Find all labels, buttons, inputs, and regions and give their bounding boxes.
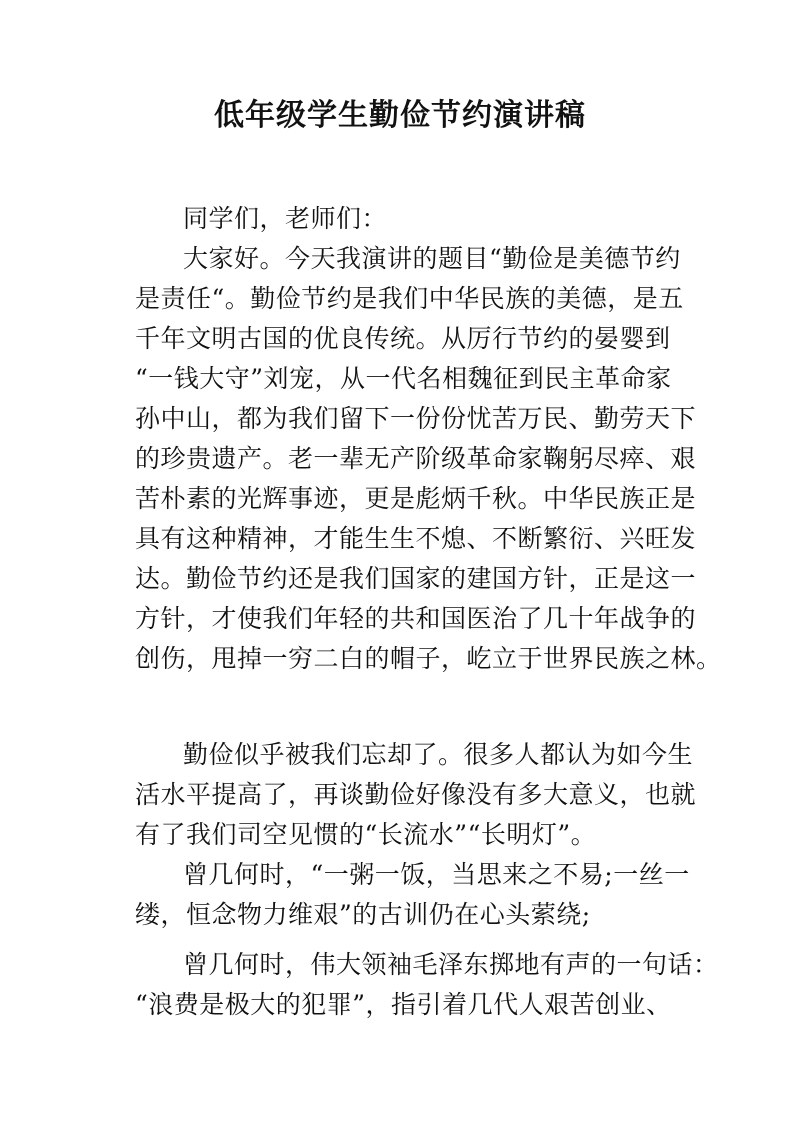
text-line: 孙中山，都为我们留下一份份忧苦万民、勤劳天下 — [135, 404, 697, 433]
text-line: 大家好。今天我演讲的题目“勤俭是美德节约 — [183, 244, 681, 273]
text-line: 创伤，甩掉一穷二白的帽子，屹立于世界民族之林。 — [135, 644, 722, 673]
text-line: 是责任“。勤俭节约是我们中华民族的美德，是五 — [135, 284, 684, 313]
text-line: “一钱大守”刘宠，从一代名相魏征到民主革命家 — [135, 364, 672, 393]
text-line: 同学们，老师们： — [183, 204, 388, 233]
text-line: 具有这种精神，才能生生不熄、不断繁衍、兴旺发 — [135, 524, 697, 553]
text-line: 勤俭似乎被我们忘却了。很多人都认为如今生 — [183, 740, 694, 769]
text-line: 的珍贵遗产。老一辈无产阶级革命家鞠躬尽瘁、艰 — [135, 444, 697, 473]
text-line: 缕，恒念物力维艰”的古训仍在心头萦绕; — [135, 900, 591, 929]
text-line: 曾几何时，“一粥一饭，当思来之不易;一丝一 — [183, 860, 690, 889]
text-line: 方针，才使我们年轻的共和国医治了几十年战争的 — [135, 604, 697, 633]
text-line: 达。勤俭节约还是我们国家的建国方针，正是这一 — [135, 564, 697, 593]
document-title: 低年级学生勤俭节约演讲稿 — [214, 98, 586, 133]
text-line: “浪费是极大的犯罪”，指引着几代人艰苦创业、 — [135, 990, 672, 1019]
text-line: 活水平提高了，再谈勤俭好像没有多大意义，也就 — [135, 780, 697, 809]
text-line: 有了我们司空见惯的“长流水”“长明灯”。 — [135, 820, 597, 849]
text-line: 曾几何时，伟大领袖毛泽东掷地有声的一句话： — [183, 950, 719, 979]
text-line: 千年文明古国的优良传统。从厉行节约的晏婴到 — [135, 324, 671, 353]
text-line: 苦朴素的光辉事迹，更是彪炳千秋。中华民族正是 — [135, 484, 697, 513]
